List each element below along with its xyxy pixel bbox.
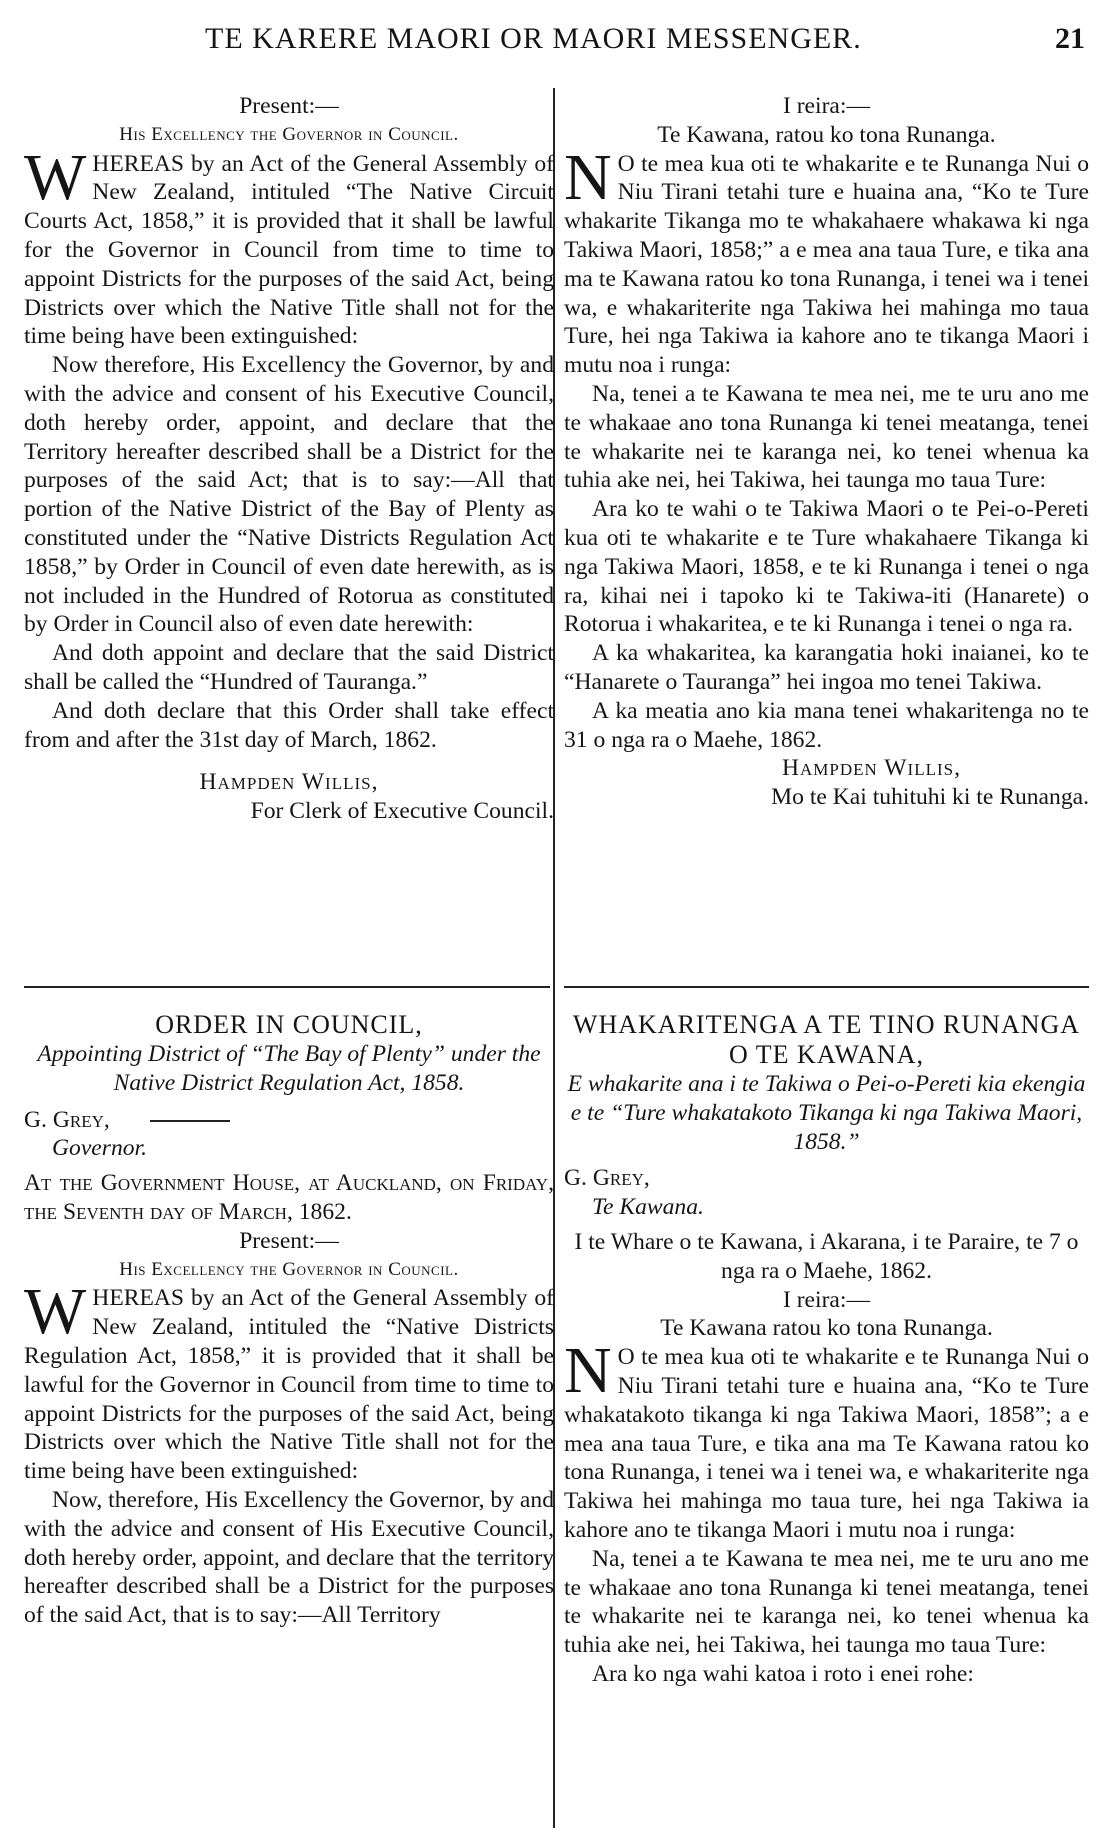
order-paragraph-1-text: HEREAS by an Act of the General Assembly of New Zealand, intituled “The Native Circuit Courts Act, 1858,” it is provided that it shall be lawful for the Governor in Council from time to time to appoint Districts for the purposes of the said Act, being Districts over which the Native Title shall not for the time being have been extinguished: [24, 150, 554, 350]
maori-signer-role: Mo te Kai tuhituhi ki te Runanga. [771, 784, 1089, 811]
signer-role: For Clerk of Executive Council. [250, 798, 554, 825]
present-heading-2: Present:— [239, 1227, 339, 1254]
kawana-heading: Te Kawana, ratou ko tona Runanga. [657, 121, 996, 148]
maori-paragraph-4: A ka whakaritea, ka karangatia hoki inaianei, ko te “Hanarete o Tauranga” hei ingoa mo tenei Takiwa. [564, 640, 1089, 695]
maori-2-paragraph-3: Ara ko nga wahi katoa i roto i enei rohe: [592, 1660, 974, 1687]
order-paragraph-3: And doth appoint and declare that the said District shall be called the “Hundred of Tauranga.” [24, 640, 554, 695]
maori-paragraph-2: Na, tenei a te Kawana te mea nei, me te uru ano me te whakaae ano tona Runanga ki tenei meatanga, tenei te whakarite nei te karanga nei, ko tenei whenua ka tuhia ake nei, hei Takiwa, hei taunga mo taua Ture: [564, 380, 1089, 494]
maori-governor-role: Te Kawana. [592, 1194, 704, 1221]
page-header [0, 22, 1114, 62]
maori-section-subtitle: E whakarite ana i te Takiwa o Pei-o-Pereti kia ekengia e te “Ture whakatakoto Tikanga ki nga Takiwa Maori, 1858.” [567, 1071, 1086, 1155]
governor-name [24, 1106, 554, 1135]
order-paragraph-4: And doth declare that this Order shall take effect from and after the 31st day of March, 1862. [24, 697, 554, 753]
section-title: ORDER IN COUNCIL, [155, 1010, 423, 1039]
maori-signer-name: Hampden Willis, [781, 755, 961, 782]
maori-2-paragraph-1-text: O te mea kua oti te whakarite e te Runanga Nui o Niu Tirani tetahi ture e huaina ana, “Ko te Ture whakatakoto tikanga ki nga Takiwa Maori, 1858”; a e mea ana taua Ture, e tika ana ma Te Kawana ratou ko tona Runanga, i tenei wa i tenei wa, e whakariterite nga Takiwa hei mahinga mo taua ture, hei nga Takiwa ia kahore ano te tikanga Maori i mutu noa i runga: [564, 1344, 1089, 1543]
section-divider-right [564, 986, 1089, 988]
dash-rule [150, 1120, 230, 1122]
drop-cap: W [24, 140, 87, 214]
maori-paragraph-3: Ara ko te wahi o te Takiwa Maori o te Pei-o-Pereti kua oti te whakarite e te Ture whakahaere Tikanga ki nga Takiwa Maori, 1858, e te ki Runanga i tenei o nga ra, kihai nei i tapoko ki te Takiwa-iti (Hanarete) o Rotorua i whakaritea, e te ki Runanga i tenei o nga ra. [564, 496, 1089, 638]
left-column [24, 92, 554, 826]
signer-name: Hampden Willis, [199, 769, 379, 796]
council-heading-2: His Excellency the Governor in Council. [119, 1258, 459, 1280]
right-column-bottom [564, 1000, 1089, 1689]
maori-paragraph-5: A ka meatia ano kia mana tenei whakaritenga no te 31 o nga ra o Maehe, 1862. [564, 697, 1089, 753]
maori-2-paragraph-2: Na, tenei a te Kawana te mea nei, me te uru ano me te whakaae ano tona Runanga ki tenei meatanga, tenei te whakarite nei te karanga nei, ko tenei whenua ka tuhia ake nei, hei Takiwa, hei taunga mo taua Ture: [564, 1545, 1089, 1659]
ireira-heading-2: I reira:— [782, 1286, 871, 1313]
right-column [564, 92, 1089, 812]
location-line: At the Government House, at Auckland, on Friday, the Seventh day of March, 1862. [24, 1170, 554, 1225]
page-number: 21 [1055, 22, 1085, 55]
drop-cap-n: N [564, 140, 612, 214]
order-2-paragraph-1-text: HEREAS by an Act of the General Assembly of New Zealand, intituled the “Native Districts Regulation Act, 1858,” it is provided that it shall be lawful for the Governor in Council from time to time to appoint Districts for the purposes of the said Act, being Districts over which the Native Title shall not for the time being have been extinguished: [24, 1285, 554, 1485]
present-heading: Present:— [239, 93, 339, 119]
ireira-heading: I reira:— [782, 93, 871, 119]
maori-section-title: WHAKARITENGA A TE TINO RUNANGA O TE KAWANA, [572, 1010, 1081, 1069]
maori-paragraph-1-text: O te mea kua oti te whakarite e te Runanga Nui o Niu Tirani tetahi ture e huaina ana, “Ko te Ture whakarite Tikanga mo te whakahaere whakawa ki nga Takiwa Maori, 1858;” a e mea ana taua Ture, e tika ana ma te Kawana ratou ko tona Runanga, i tenei wa i tenei wa, e whakariterite nga Takiwa hei mahinga mo taua Ture, hei nga Takiwa ia kahore ano te tikanga Maori i mutu noa i runga: [564, 150, 1089, 379]
maori-paragraph-1 [564, 140, 1089, 380]
order-paragraph-1 [24, 140, 554, 352]
council-heading: His Excellency the Governor in Council. [119, 123, 459, 145]
drop-cap-2: W [24, 1275, 87, 1349]
section-divider-left [24, 986, 550, 988]
maori-location-line: I te Whare o te Kawana, i Akarana, i te Paraire, te 7 o nga ra o Maehe, 1862. [574, 1228, 1079, 1284]
left-column-bottom [24, 1000, 554, 1630]
order-2-paragraph-2: Now, therefore, His Excellency the Governor, by and with the advice and consent of His Executive Council, doth hereby order, appoint, and declare that the territory hereafter described shall be a District for the purposes of the said Act, that is to say:—All Territory [24, 1486, 554, 1629]
maori-governor-name: G. Grey, [564, 1165, 650, 1192]
governor-role: Governor. [52, 1135, 148, 1162]
maori-2-paragraph-1 [564, 1334, 1089, 1545]
drop-cap-n-2: N [564, 1334, 612, 1408]
newspaper-title: TE KARERE MAORI OR MAORI MESSENGER. [205, 22, 862, 55]
governor-name-text: G. Grey, [24, 1106, 110, 1133]
section-subtitle: Appointing District of “The Bay of Plenty” under the Native District Regulation Act, 1858. [37, 1041, 541, 1096]
order-2-paragraph-1 [24, 1275, 554, 1486]
kawana-heading-2: Te Kawana ratou ko tona Runanga. [660, 1315, 993, 1342]
order-paragraph-2: Now therefore, His Excellency the Governor, by and with the advice and consent of his Executive Council, doth hereby order, appoint, and declare that the Territory hereafter described shall be a District for the purposes of the said Act; that is to say:—All that portion of the Native District of the Bay of Plenty as constituted under the “Native Districts Regulation Act 1858,” by Order in Council of even date herewith, as is not included in the Hundred of Rotorua as constituted by Order in Council also of even date herewith: [24, 352, 554, 638]
